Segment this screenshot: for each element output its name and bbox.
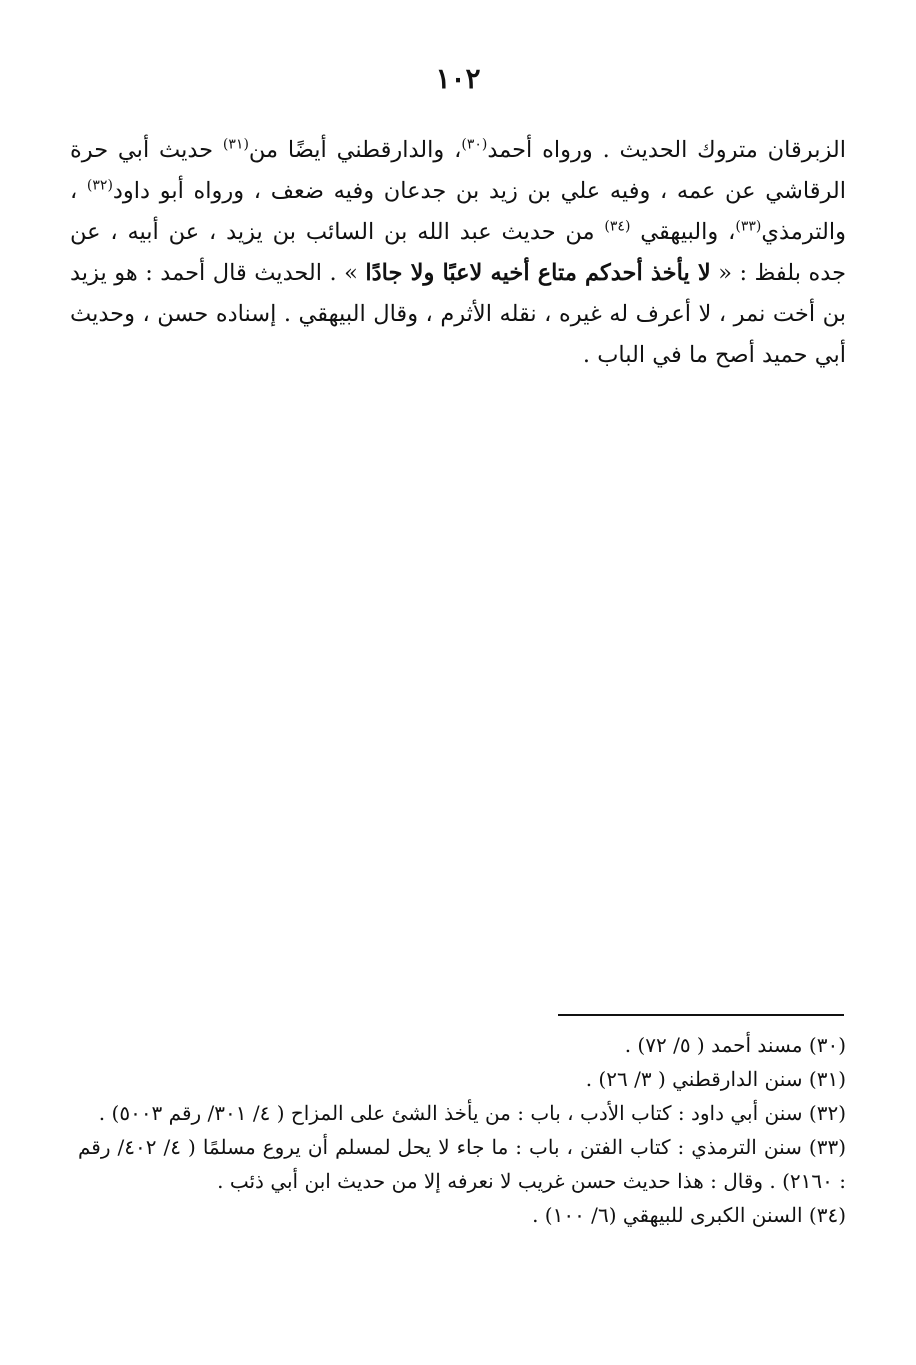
footnote-ref-34: (٣٤)	[604, 218, 631, 235]
footnote-text: السنن الكبرى للبيهقي (٦/ ١٠٠) .	[532, 1203, 809, 1227]
footnote-number: (٣٢)	[808, 1101, 846, 1125]
footnotes	[78, 1028, 846, 1232]
footnote-text: مسند أحمد ( ٥/ ٧٢) .	[624, 1033, 809, 1057]
body-text-3: حديث أبي حرة الرقاشي عن عمه ، وفيه علي بن زيد بن جدعان وفيه ضعف ، ورواه أبو داود	[70, 137, 846, 204]
footnote-34	[78, 1198, 846, 1232]
main-text	[70, 130, 846, 376]
page-number: ١٠٢	[435, 62, 481, 95]
footnote-number: (٣٠)	[808, 1033, 846, 1057]
footnote-30	[78, 1028, 846, 1062]
footnote-ref-31: (٣١)	[222, 136, 249, 153]
footnote-ref-33: (٣٣)	[735, 218, 762, 235]
footnote-32	[78, 1096, 846, 1130]
footnote-number: (٣٣)	[808, 1135, 846, 1159]
footnote-33	[78, 1130, 846, 1198]
footnote-ref-32: (٣٢)	[86, 177, 113, 194]
body-text-5: ، والبيهقي	[630, 219, 736, 245]
body-text-6: من حديث عبد الله بن السائب بن يزيد ، عن أبيه ، عن جده بلفظ : «	[70, 219, 846, 286]
footnote-text: سنن أبي داود : كتاب الأدب ، باب : من يأخذ الشئ على المزاح ( ٤/ ٣٠١/ رقم ٥٠٠٣) .	[98, 1101, 809, 1125]
body-text-4: ، والترمذي	[70, 178, 846, 245]
footnote-divider	[558, 1014, 844, 1016]
body-text-1: الزبرقان متروك الحديث . ورواه أحمد	[487, 137, 846, 163]
hadith-quote: لا يأخذ أحدكم متاع أخيه لاعبًا ولا جادًا	[365, 260, 711, 286]
footnote-number: (٣١)	[808, 1067, 846, 1091]
body-text-2: ، والدارقطني أيضًا من	[248, 137, 462, 163]
footnote-number: (٣٤)	[808, 1203, 846, 1227]
body-text-7: » . الحديث قال أحمد : هو يزيد بن أخت نمر ، لا أعرف له غيره ، نقله الأثرم ، وقال البيهقي . إسناده حسن ، وحديث أبي حميد أصح ما في الباب .	[70, 260, 846, 368]
footnote-ref-30: (٣٠)	[461, 136, 488, 153]
body-paragraph	[70, 130, 846, 376]
footnote-text: سنن الترمذي : كتاب الفتن ، باب : ما جاء لا يحل لمسلم أن يروع مسلمًا ( ٤/ ٤٠٢/ رقم : ٢١٦٠) . وقال : هذا حديث حسن غريب لا نعرفه إلا من حديث ابن أبي ذئب .	[78, 1135, 846, 1193]
footnote-31	[78, 1062, 846, 1096]
footnote-text: سنن الدارقطني ( ٣/ ٢٦) .	[585, 1067, 809, 1091]
